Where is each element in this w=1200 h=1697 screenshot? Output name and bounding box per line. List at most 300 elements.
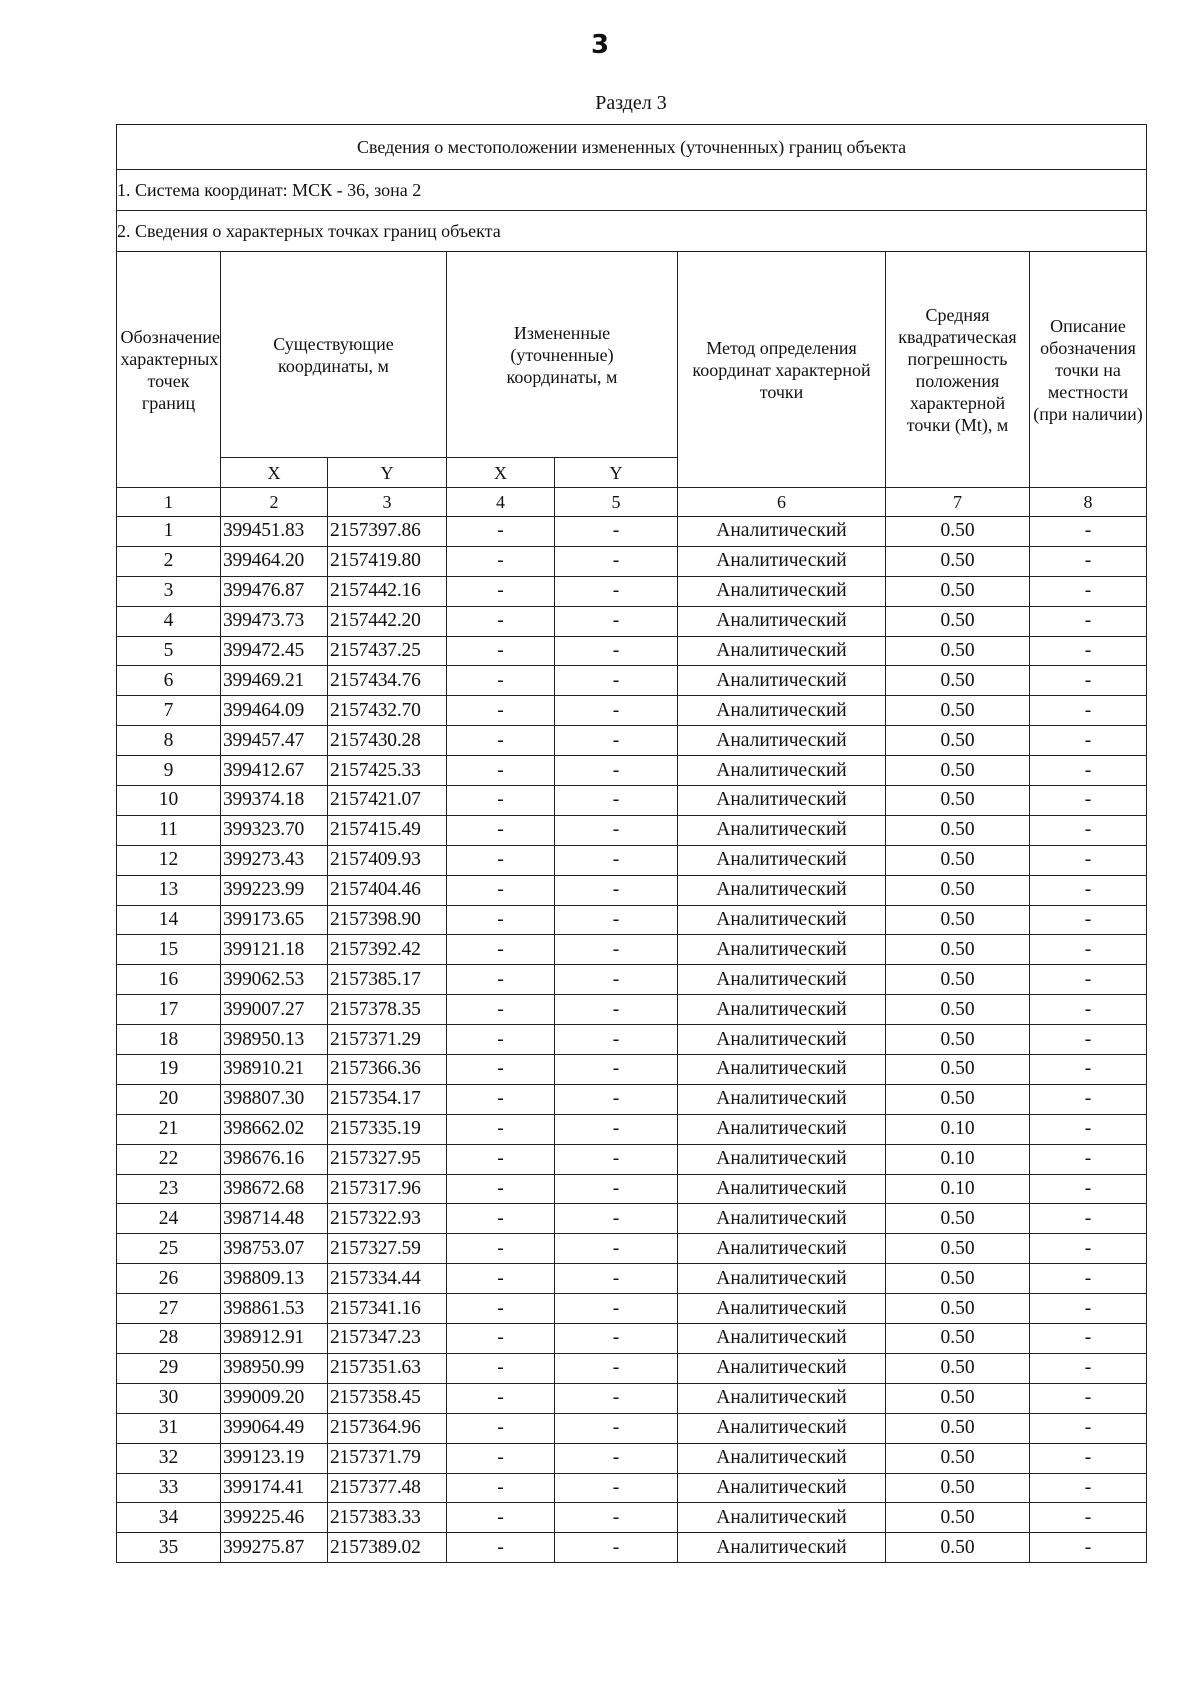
mean-error-cell: 0.50 xyxy=(886,1294,1030,1324)
existing-x-cell: 398714.48 xyxy=(221,1204,328,1234)
existing-y-cell: 2157442.16 xyxy=(328,576,447,606)
existing-y-cell: 2157358.45 xyxy=(328,1383,447,1413)
existing-x-cell: 398912.91 xyxy=(221,1324,328,1354)
description-cell: - xyxy=(1030,1443,1147,1473)
header-existing-y: Y xyxy=(328,458,447,488)
description-cell: - xyxy=(1030,726,1147,756)
changed-x-cell: - xyxy=(447,845,555,875)
table-row xyxy=(117,1264,1147,1294)
point-number-cell: 19 xyxy=(117,1055,221,1085)
existing-x-cell: 399225.46 xyxy=(221,1503,328,1533)
existing-y-cell: 2157354.17 xyxy=(328,1084,447,1114)
method-cell: Аналитический xyxy=(678,1533,886,1563)
description-cell: - xyxy=(1030,1084,1147,1114)
changed-x-cell: - xyxy=(447,1443,555,1473)
method-cell: Аналитический xyxy=(678,875,886,905)
description-cell: - xyxy=(1030,1294,1147,1324)
point-number-cell: 2 xyxy=(117,546,221,576)
table-row xyxy=(117,666,1147,696)
existing-y-cell: 2157419.80 xyxy=(328,546,447,576)
mean-error-cell: 0.50 xyxy=(886,1234,1030,1264)
changed-y-cell: - xyxy=(555,576,678,606)
changed-y-cell: - xyxy=(555,606,678,636)
method-cell: Аналитический xyxy=(678,756,886,786)
changed-y-cell: - xyxy=(555,815,678,845)
table-row xyxy=(117,1353,1147,1383)
point-number-cell: 32 xyxy=(117,1443,221,1473)
table-row xyxy=(117,1473,1147,1503)
existing-x-cell: 399473.73 xyxy=(221,606,328,636)
method-cell: Аналитический xyxy=(678,965,886,995)
mean-error-cell: 0.50 xyxy=(886,756,1030,786)
changed-y-cell: - xyxy=(555,1473,678,1503)
existing-x-cell: 399464.09 xyxy=(221,696,328,726)
existing-x-cell: 398753.07 xyxy=(221,1234,328,1264)
changed-y-cell: - xyxy=(555,1084,678,1114)
point-number-cell: 18 xyxy=(117,1025,221,1055)
point-number-cell: 1 xyxy=(117,517,221,547)
description-cell: - xyxy=(1030,1174,1147,1204)
mean-error-cell: 0.10 xyxy=(886,1114,1030,1144)
existing-x-cell: 399062.53 xyxy=(221,965,328,995)
method-cell: Аналитический xyxy=(678,935,886,965)
method-cell: Аналитический xyxy=(678,845,886,875)
changed-x-cell: - xyxy=(447,1084,555,1114)
existing-x-cell: 399323.70 xyxy=(221,815,328,845)
description-cell: - xyxy=(1030,1413,1147,1443)
mean-error-cell: 0.10 xyxy=(886,1174,1030,1204)
point-number-cell: 15 xyxy=(117,935,221,965)
method-cell: Аналитический xyxy=(678,905,886,935)
description-cell: - xyxy=(1030,1264,1147,1294)
changed-x-cell: - xyxy=(447,1055,555,1085)
changed-y-cell: - xyxy=(555,1055,678,1085)
table-row xyxy=(117,756,1147,786)
existing-y-cell: 2157434.76 xyxy=(328,666,447,696)
description-cell: - xyxy=(1030,1533,1147,1563)
changed-y-cell: - xyxy=(555,845,678,875)
method-cell: Аналитический xyxy=(678,1413,886,1443)
changed-x-cell: - xyxy=(447,1324,555,1354)
changed-y-cell: - xyxy=(555,666,678,696)
point-number-cell: 7 xyxy=(117,696,221,726)
table-row xyxy=(117,1025,1147,1055)
point-number-cell: 3 xyxy=(117,576,221,606)
mean-error-cell: 0.50 xyxy=(886,995,1030,1025)
method-cell: Аналитический xyxy=(678,1294,886,1324)
changed-y-cell: - xyxy=(555,786,678,816)
method-cell: Аналитический xyxy=(678,576,886,606)
existing-x-cell: 398861.53 xyxy=(221,1294,328,1324)
point-number-cell: 20 xyxy=(117,1084,221,1114)
existing-y-cell: 2157364.96 xyxy=(328,1413,447,1443)
method-cell: Аналитический xyxy=(678,1324,886,1354)
existing-y-cell: 2157327.59 xyxy=(328,1234,447,1264)
changed-x-cell: - xyxy=(447,1025,555,1055)
method-cell: Аналитический xyxy=(678,546,886,576)
mean-error-cell: 0.50 xyxy=(886,546,1030,576)
page-number: 3 xyxy=(590,30,610,60)
column-numbers-row xyxy=(117,488,1147,517)
table-row xyxy=(117,1533,1147,1563)
point-number-cell: 23 xyxy=(117,1174,221,1204)
changed-x-cell: - xyxy=(447,1353,555,1383)
mean-error-cell: 0.50 xyxy=(886,1025,1030,1055)
mean-error-cell: 0.50 xyxy=(886,1264,1030,1294)
table-row xyxy=(117,1144,1147,1174)
table-row xyxy=(117,935,1147,965)
existing-y-cell: 2157377.48 xyxy=(328,1473,447,1503)
existing-x-cell: 399275.87 xyxy=(221,1533,328,1563)
point-number-cell: 28 xyxy=(117,1324,221,1354)
existing-y-cell: 2157351.63 xyxy=(328,1353,447,1383)
changed-y-cell: - xyxy=(555,696,678,726)
changed-y-cell: - xyxy=(555,546,678,576)
changed-x-cell: - xyxy=(447,875,555,905)
point-number-cell: 9 xyxy=(117,756,221,786)
changed-x-cell: - xyxy=(447,1533,555,1563)
existing-x-cell: 399123.19 xyxy=(221,1443,328,1473)
changed-y-cell: - xyxy=(555,1503,678,1533)
column-number: 2 xyxy=(221,488,328,517)
point-number-cell: 13 xyxy=(117,875,221,905)
existing-y-cell: 2157442.20 xyxy=(328,606,447,636)
table-row xyxy=(117,1204,1147,1234)
mean-error-cell: 0.50 xyxy=(886,1503,1030,1533)
existing-y-cell: 2157371.29 xyxy=(328,1025,447,1055)
changed-x-cell: - xyxy=(447,815,555,845)
table-row xyxy=(117,786,1147,816)
method-cell: Аналитический xyxy=(678,786,886,816)
header-mean-error: Средняя квадратическая погрешность положения характерной точки (Mt), м xyxy=(886,252,1030,488)
mean-error-cell: 0.50 xyxy=(886,1413,1030,1443)
table-row xyxy=(117,606,1147,636)
changed-y-cell: - xyxy=(555,636,678,666)
existing-x-cell: 399121.18 xyxy=(221,935,328,965)
column-number: 4 xyxy=(447,488,555,517)
changed-x-cell: - xyxy=(447,905,555,935)
changed-x-cell: - xyxy=(447,1294,555,1324)
description-cell: - xyxy=(1030,1503,1147,1533)
mean-error-cell: 0.50 xyxy=(886,1353,1030,1383)
changed-y-cell: - xyxy=(555,1294,678,1324)
changed-y-cell: - xyxy=(555,756,678,786)
changed-y-cell: - xyxy=(555,1204,678,1234)
table-row xyxy=(117,1443,1147,1473)
changed-x-cell: - xyxy=(447,696,555,726)
existing-y-cell: 2157415.49 xyxy=(328,815,447,845)
changed-x-cell: - xyxy=(447,1234,555,1264)
table-row xyxy=(117,1503,1147,1533)
description-cell: - xyxy=(1030,1383,1147,1413)
existing-y-cell: 2157398.90 xyxy=(328,905,447,935)
point-number-cell: 6 xyxy=(117,666,221,696)
existing-y-cell: 2157366.36 xyxy=(328,1055,447,1085)
existing-x-cell: 399174.41 xyxy=(221,1473,328,1503)
description-cell: - xyxy=(1030,1055,1147,1085)
description-cell: - xyxy=(1030,756,1147,786)
description-cell: - xyxy=(1030,1234,1147,1264)
description-cell: - xyxy=(1030,576,1147,606)
header-existing-x: X xyxy=(221,458,328,488)
point-number-cell: 35 xyxy=(117,1533,221,1563)
changed-x-cell: - xyxy=(447,1413,555,1443)
header-point-designation: Обозначение характерных точек границ xyxy=(117,252,221,488)
mean-error-cell: 0.50 xyxy=(886,845,1030,875)
changed-x-cell: - xyxy=(447,1264,555,1294)
method-cell: Аналитический xyxy=(678,517,886,547)
changed-y-cell: - xyxy=(555,1114,678,1144)
existing-y-cell: 2157421.07 xyxy=(328,786,447,816)
existing-y-cell: 2157385.17 xyxy=(328,965,447,995)
existing-x-cell: 399173.65 xyxy=(221,905,328,935)
table-row xyxy=(117,726,1147,756)
description-cell: - xyxy=(1030,786,1147,816)
description-cell: - xyxy=(1030,1144,1147,1174)
description-cell: - xyxy=(1030,1324,1147,1354)
method-cell: Аналитический xyxy=(678,1084,886,1114)
existing-x-cell: 398950.99 xyxy=(221,1353,328,1383)
changed-x-cell: - xyxy=(447,965,555,995)
existing-y-cell: 2157392.42 xyxy=(328,935,447,965)
method-cell: Аналитический xyxy=(678,1353,886,1383)
mean-error-cell: 0.50 xyxy=(886,696,1030,726)
coord-system-info: 1. Система координат: МСК - 36, зона 2 xyxy=(117,170,1147,211)
point-number-cell: 34 xyxy=(117,1503,221,1533)
point-number-cell: 8 xyxy=(117,726,221,756)
method-cell: Аналитический xyxy=(678,606,886,636)
table-row xyxy=(117,546,1147,576)
existing-y-cell: 2157335.19 xyxy=(328,1114,447,1144)
existing-x-cell: 398672.68 xyxy=(221,1174,328,1204)
existing-x-cell: 398676.16 xyxy=(221,1144,328,1174)
header-description: Описание обозначения точки на местности (при наличии) xyxy=(1030,252,1147,488)
changed-x-cell: - xyxy=(447,1473,555,1503)
existing-y-cell: 2157317.96 xyxy=(328,1174,447,1204)
table-row xyxy=(117,1413,1147,1443)
point-number-cell: 21 xyxy=(117,1114,221,1144)
point-number-cell: 17 xyxy=(117,995,221,1025)
changed-x-cell: - xyxy=(447,666,555,696)
point-number-cell: 10 xyxy=(117,786,221,816)
changed-y-cell: - xyxy=(555,1025,678,1055)
mean-error-cell: 0.50 xyxy=(886,875,1030,905)
changed-y-cell: - xyxy=(555,1144,678,1174)
existing-x-cell: 399469.21 xyxy=(221,666,328,696)
point-number-cell: 11 xyxy=(117,815,221,845)
existing-y-cell: 2157371.79 xyxy=(328,1443,447,1473)
header-method: Метод определения координат характерной точки xyxy=(678,252,886,488)
mean-error-cell: 0.50 xyxy=(886,576,1030,606)
method-cell: Аналитический xyxy=(678,1055,886,1085)
existing-x-cell: 399457.47 xyxy=(221,726,328,756)
table-title: Сведения о местоположении измененных (уточненных) границ объекта xyxy=(117,125,1147,170)
existing-y-cell: 2157437.25 xyxy=(328,636,447,666)
table-row xyxy=(117,517,1147,547)
description-cell: - xyxy=(1030,995,1147,1025)
changed-y-cell: - xyxy=(555,726,678,756)
point-number-cell: 30 xyxy=(117,1383,221,1413)
existing-x-cell: 399273.43 xyxy=(221,845,328,875)
mean-error-cell: 0.50 xyxy=(886,517,1030,547)
changed-y-cell: - xyxy=(555,1324,678,1354)
changed-x-cell: - xyxy=(447,1204,555,1234)
mean-error-cell: 0.50 xyxy=(886,1383,1030,1413)
description-cell: - xyxy=(1030,845,1147,875)
mean-error-cell: 0.50 xyxy=(886,1473,1030,1503)
mean-error-cell: 0.50 xyxy=(886,1055,1030,1085)
header-existing-coords: Существующие координаты, м xyxy=(221,252,447,458)
method-cell: Аналитический xyxy=(678,1443,886,1473)
existing-y-cell: 2157341.16 xyxy=(328,1294,447,1324)
table-row xyxy=(117,1234,1147,1264)
column-number: 3 xyxy=(328,488,447,517)
points-info: 2. Сведения о характерных точках границ объекта xyxy=(117,211,1147,252)
mean-error-cell: 0.50 xyxy=(886,1084,1030,1114)
mean-error-cell: 0.50 xyxy=(886,965,1030,995)
changed-x-cell: - xyxy=(447,1383,555,1413)
existing-x-cell: 399374.18 xyxy=(221,786,328,816)
method-cell: Аналитический xyxy=(678,1144,886,1174)
description-cell: - xyxy=(1030,815,1147,845)
existing-x-cell: 399476.87 xyxy=(221,576,328,606)
column-number: 7 xyxy=(886,488,1030,517)
changed-x-cell: - xyxy=(447,1114,555,1144)
changed-x-cell: - xyxy=(447,517,555,547)
changed-x-cell: - xyxy=(447,606,555,636)
point-number-cell: 26 xyxy=(117,1264,221,1294)
point-number-cell: 31 xyxy=(117,1413,221,1443)
table-row xyxy=(117,845,1147,875)
table-row xyxy=(117,1114,1147,1144)
point-number-cell: 25 xyxy=(117,1234,221,1264)
table-row xyxy=(117,576,1147,606)
table-row xyxy=(117,905,1147,935)
method-cell: Аналитический xyxy=(678,815,886,845)
mean-error-cell: 0.50 xyxy=(886,935,1030,965)
table-row xyxy=(117,696,1147,726)
boundary-points-table xyxy=(116,124,1147,1563)
method-cell: Аналитический xyxy=(678,1264,886,1294)
table-row xyxy=(117,965,1147,995)
existing-y-cell: 2157322.93 xyxy=(328,1204,447,1234)
changed-x-cell: - xyxy=(447,1144,555,1174)
existing-x-cell: 398809.13 xyxy=(221,1264,328,1294)
method-cell: Аналитический xyxy=(678,1114,886,1144)
table-row xyxy=(117,1294,1147,1324)
method-cell: Аналитический xyxy=(678,726,886,756)
existing-x-cell: 398807.30 xyxy=(221,1084,328,1114)
point-number-cell: 22 xyxy=(117,1144,221,1174)
changed-y-cell: - xyxy=(555,965,678,995)
changed-x-cell: - xyxy=(447,756,555,786)
method-cell: Аналитический xyxy=(678,1025,886,1055)
changed-y-cell: - xyxy=(555,995,678,1025)
table-row xyxy=(117,1084,1147,1114)
mean-error-cell: 0.50 xyxy=(886,636,1030,666)
changed-y-cell: - xyxy=(555,875,678,905)
changed-y-cell: - xyxy=(555,1413,678,1443)
description-cell: - xyxy=(1030,1204,1147,1234)
mean-error-cell: 0.50 xyxy=(886,1443,1030,1473)
existing-x-cell: 399009.20 xyxy=(221,1383,328,1413)
table-header xyxy=(117,125,1147,517)
method-cell: Аналитический xyxy=(678,1503,886,1533)
table-row xyxy=(117,1383,1147,1413)
point-number-cell: 12 xyxy=(117,845,221,875)
table-row xyxy=(117,815,1147,845)
description-cell: - xyxy=(1030,965,1147,995)
existing-x-cell: 399464.20 xyxy=(221,546,328,576)
description-cell: - xyxy=(1030,905,1147,935)
existing-y-cell: 2157347.23 xyxy=(328,1324,447,1354)
column-number: 8 xyxy=(1030,488,1147,517)
changed-y-cell: - xyxy=(555,1234,678,1264)
header-changed-coords: Измененные (уточненные) координаты, м xyxy=(447,252,678,458)
changed-x-cell: - xyxy=(447,546,555,576)
changed-y-cell: - xyxy=(555,1264,678,1294)
table-row xyxy=(117,1174,1147,1204)
existing-y-cell: 2157378.35 xyxy=(328,995,447,1025)
mean-error-cell: 0.50 xyxy=(886,1533,1030,1563)
table-row xyxy=(117,875,1147,905)
point-number-cell: 27 xyxy=(117,1294,221,1324)
existing-y-cell: 2157327.95 xyxy=(328,1144,447,1174)
description-cell: - xyxy=(1030,606,1147,636)
existing-x-cell: 399472.45 xyxy=(221,636,328,666)
mean-error-cell: 0.50 xyxy=(886,815,1030,845)
existing-y-cell: 2157383.33 xyxy=(328,1503,447,1533)
column-number: 5 xyxy=(555,488,678,517)
description-cell: - xyxy=(1030,1353,1147,1383)
existing-x-cell: 399223.99 xyxy=(221,875,328,905)
description-cell: - xyxy=(1030,517,1147,547)
existing-x-cell: 399412.67 xyxy=(221,756,328,786)
changed-y-cell: - xyxy=(555,517,678,547)
table-body xyxy=(117,517,1147,1563)
mean-error-cell: 0.50 xyxy=(886,905,1030,935)
method-cell: Аналитический xyxy=(678,696,886,726)
description-cell: - xyxy=(1030,636,1147,666)
changed-y-cell: - xyxy=(555,1443,678,1473)
point-number-cell: 16 xyxy=(117,965,221,995)
point-number-cell: 33 xyxy=(117,1473,221,1503)
table-row xyxy=(117,1324,1147,1354)
changed-y-cell: - xyxy=(555,1383,678,1413)
method-cell: Аналитический xyxy=(678,636,886,666)
method-cell: Аналитический xyxy=(678,666,886,696)
existing-y-cell: 2157397.86 xyxy=(328,517,447,547)
mean-error-cell: 0.50 xyxy=(886,726,1030,756)
method-cell: Аналитический xyxy=(678,1204,886,1234)
changed-x-cell: - xyxy=(447,786,555,816)
description-cell: - xyxy=(1030,1114,1147,1144)
description-cell: - xyxy=(1030,875,1147,905)
method-cell: Аналитический xyxy=(678,1234,886,1264)
existing-y-cell: 2157432.70 xyxy=(328,696,447,726)
existing-y-cell: 2157404.46 xyxy=(328,875,447,905)
mean-error-cell: 0.50 xyxy=(886,1324,1030,1354)
changed-y-cell: - xyxy=(555,1353,678,1383)
mean-error-cell: 0.50 xyxy=(886,786,1030,816)
existing-y-cell: 2157430.28 xyxy=(328,726,447,756)
changed-y-cell: - xyxy=(555,1174,678,1204)
header-changed-x: X xyxy=(447,458,555,488)
point-number-cell: 4 xyxy=(117,606,221,636)
column-number: 1 xyxy=(117,488,221,517)
method-cell: Аналитический xyxy=(678,1473,886,1503)
point-number-cell: 5 xyxy=(117,636,221,666)
